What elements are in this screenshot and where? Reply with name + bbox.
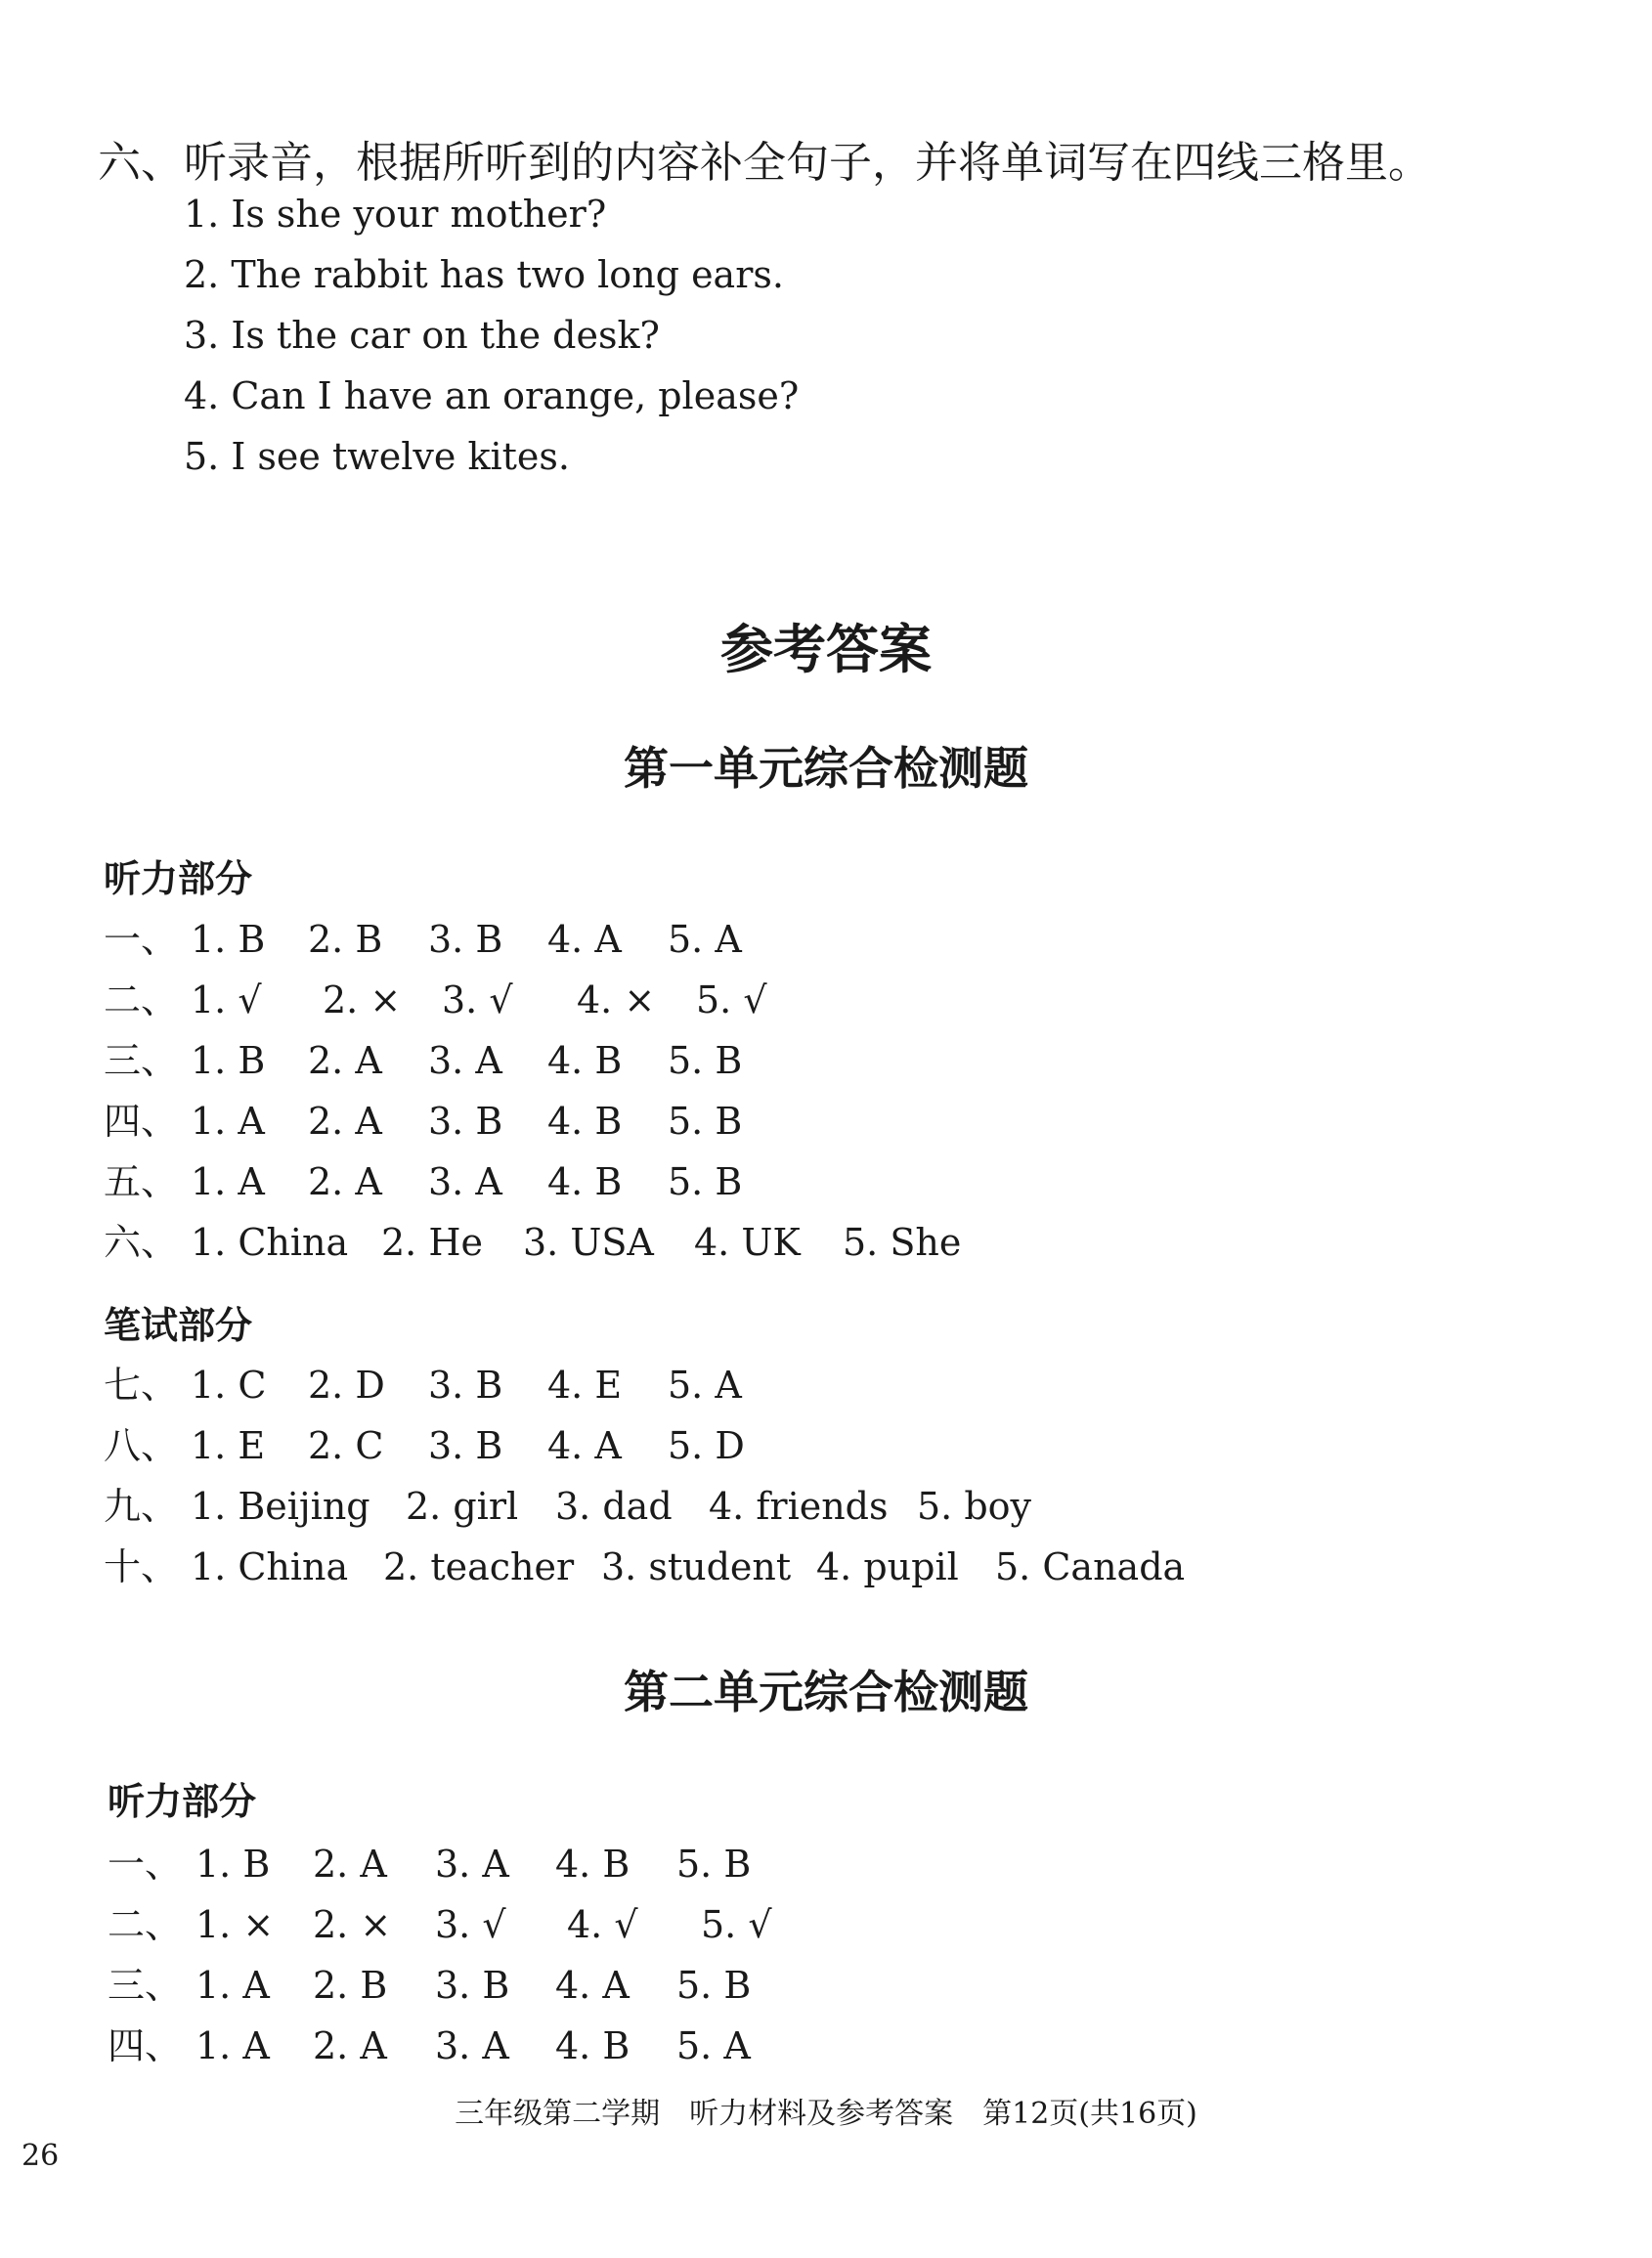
answer-item: 2. × — [323, 978, 402, 1021]
answer-item: 3. √ — [442, 978, 513, 1021]
answer-row-prefix: 四、 — [108, 2024, 183, 2067]
answer-item: 5. D — [668, 1424, 745, 1467]
answer-item: 4. UK — [694, 1221, 801, 1264]
sentence-4: 4. Can I have an orange, please? — [184, 374, 800, 417]
answer-item: 3. B — [428, 1100, 503, 1143]
answer-item: 2. teacher — [383, 1545, 575, 1588]
answer-item: 3. √ — [435, 1903, 506, 1946]
answer-item: 2. B — [313, 1964, 388, 2007]
answer-item: 5. boy — [917, 1485, 1032, 1528]
answer-item: 5. A — [668, 1364, 742, 1407]
answer-item: 3. A — [428, 1039, 502, 1082]
answer-row-prefix: 六、 — [104, 1221, 179, 1264]
answer-row-prefix: 十、 — [104, 1545, 179, 1588]
answer-item: 4. friends — [709, 1485, 889, 1528]
answer-item: 5. B — [676, 1843, 752, 1886]
answer-item: 3. B — [435, 1964, 510, 2007]
answer-item: 3. dad — [555, 1485, 673, 1528]
answer-item: 4. pupil — [816, 1545, 959, 1588]
unit1-title: 第一单元综合检测题 — [624, 742, 1028, 795]
answer-item: 1. A — [191, 1160, 265, 1203]
page-footer: 三年级第二学期 听力材料及参考答案 第12页(共16页) — [455, 2097, 1197, 2131]
page-number: 26 — [22, 2139, 60, 2173]
answer-item: 5. B — [668, 1039, 743, 1082]
answer-item: 3. A — [435, 1843, 509, 1886]
sentence-3: 3. Is the car on the desk? — [184, 314, 660, 357]
answer-item: 2. C — [308, 1424, 384, 1467]
answer-item: 1. A — [196, 1964, 270, 2007]
answer-item: 5. A — [668, 918, 742, 961]
answer-row-prefix: 二、 — [104, 978, 179, 1021]
answer-item: 4. √ — [567, 1903, 638, 1946]
sentence-2: 2. The rabbit has two long ears. — [184, 253, 784, 296]
answer-item: 1. B — [196, 1843, 271, 1886]
answer-item: 2. A — [313, 1843, 387, 1886]
answer-item: 2. A — [313, 2024, 387, 2067]
answer-item: 1. B — [191, 1039, 266, 1082]
answer-item: 3. B — [428, 1364, 503, 1407]
answer-item: 3. student — [601, 1545, 792, 1588]
answer-item: 4. A — [547, 918, 622, 961]
answer-item: 4. E — [547, 1364, 623, 1407]
answer-item: 2. He — [381, 1221, 483, 1264]
listening-section-title: 六、听录音，根据所听到的内容补全句子，并将单词写在四线三格里。 — [98, 138, 1431, 188]
answer-item: 3. B — [428, 1424, 503, 1467]
answer-item: 4. B — [555, 1843, 630, 1886]
answer-item: 5. She — [843, 1221, 962, 1264]
answer-item: 1. × — [196, 1903, 275, 1946]
answer-item: 2. A — [308, 1039, 382, 1082]
answer-item: 5. B — [676, 1964, 752, 2007]
answer-item: 1. E — [191, 1424, 266, 1467]
answer-row-prefix: 三、 — [108, 1964, 183, 2007]
answer-row-prefix: 五、 — [104, 1160, 179, 1203]
answer-item: 5. A — [676, 2024, 751, 2067]
answer-item: 5. √ — [696, 978, 767, 1021]
unit2-listening-label: 听力部分 — [108, 1780, 257, 1823]
answer-row-prefix: 九、 — [104, 1485, 179, 1528]
unit2-title: 第二单元综合检测题 — [624, 1666, 1028, 1718]
answer-item: 2. A — [308, 1100, 382, 1143]
answer-item: 4. A — [547, 1424, 622, 1467]
answer-row-prefix: 二、 — [108, 1903, 183, 1946]
answer-item: 5. B — [668, 1160, 743, 1203]
sentence-5: 5. I see twelve kites. — [184, 435, 570, 478]
answer-item: 3. A — [428, 1160, 502, 1203]
answer-item: 5. √ — [701, 1903, 772, 1946]
answer-item: 1. A — [196, 2024, 270, 2067]
answer-item: 2. A — [308, 1160, 382, 1203]
answer-item: 2. × — [313, 1903, 392, 1946]
answer-row-prefix: 一、 — [108, 1843, 183, 1886]
answer-item: 1. Beijing — [191, 1485, 370, 1528]
answer-item: 5. B — [668, 1100, 743, 1143]
answer-item: 1. China — [191, 1221, 349, 1264]
sentence-1: 1. Is she your mother? — [184, 193, 607, 236]
answer-row-prefix: 七、 — [104, 1364, 179, 1407]
answer-item: 2. girl — [406, 1485, 519, 1528]
answer-item: 4. B — [547, 1160, 623, 1203]
answer-item: 2. D — [308, 1364, 385, 1407]
answer-item: 3. A — [435, 2024, 509, 2067]
answer-row-prefix: 一、 — [104, 918, 179, 961]
answer-row-prefix: 三、 — [104, 1039, 179, 1082]
answer-item: 4. B — [555, 2024, 630, 2067]
answer-item: 4. B — [547, 1100, 623, 1143]
answer-item: 4. B — [547, 1039, 623, 1082]
answer-row-prefix: 四、 — [104, 1100, 179, 1143]
answer-item: 3. B — [428, 918, 503, 961]
answer-item: 1. A — [191, 1100, 265, 1143]
unit1-listening-label: 听力部分 — [104, 857, 253, 900]
answer-item: 3. USA — [523, 1221, 654, 1264]
answer-row-prefix: 八、 — [104, 1424, 179, 1467]
answer-item: 1. China — [191, 1545, 349, 1588]
answer-item: 5. Canada — [995, 1545, 1186, 1588]
unit1-written-label: 笔试部分 — [104, 1304, 253, 1347]
answers-title: 参考答案 — [720, 618, 932, 680]
answer-item: 2. B — [308, 918, 383, 961]
answer-item: 1. C — [191, 1364, 267, 1407]
answer-item: 1. B — [191, 918, 266, 961]
answer-item: 4. A — [555, 1964, 630, 2007]
answer-item: 1. √ — [191, 978, 262, 1021]
answer-item: 4. × — [577, 978, 656, 1021]
